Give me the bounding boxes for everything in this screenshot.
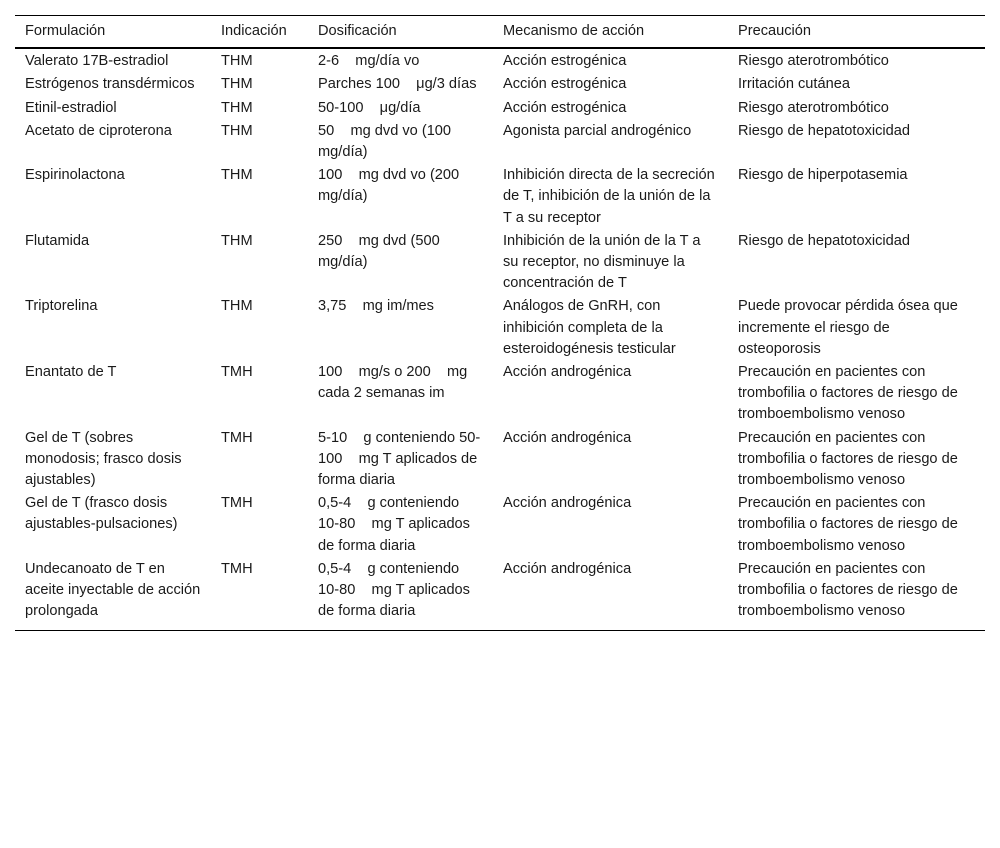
cell-indication: TMH bbox=[221, 429, 253, 446]
cell-indication: THM bbox=[221, 167, 253, 184]
cell-formulation: Etinil-estradiol bbox=[25, 99, 117, 116]
table-row bbox=[15, 72, 985, 95]
cell-formulation: Valerato 17B-estradiol bbox=[25, 53, 169, 70]
cell-precaution: Precaución en pacientes con trombofilia o factores de riesgo de tromboembolismo venoso bbox=[738, 495, 958, 554]
table-row bbox=[15, 426, 985, 492]
cell-formulation: Undecanoato de T en aceite inyectable de acción prolongada bbox=[25, 560, 201, 620]
cell-formulation: Triptorelina bbox=[25, 298, 98, 315]
cell-precaution: Irritación cutánea bbox=[738, 76, 850, 93]
cell-precaution: Riesgo de hiperpotasemia bbox=[738, 167, 908, 184]
cell-indication: THM bbox=[221, 76, 253, 93]
cell-indication: THM bbox=[221, 298, 253, 315]
header-row bbox=[15, 16, 985, 49]
cell-precaution: Riesgo de hepatotoxicidad bbox=[738, 232, 911, 249]
table-row bbox=[15, 557, 985, 631]
cell-formulation: Gel de T (sobres monodosis; frasco dosis ajustables) bbox=[25, 429, 182, 489]
cell-precaution: Riesgo de hepatotoxicidad bbox=[738, 122, 911, 139]
cell-indication: THM bbox=[221, 99, 253, 116]
table-row bbox=[15, 48, 985, 72]
table-body bbox=[15, 48, 985, 631]
cell-dosage: 100 mg/s o 200 mg cada 2 semanas im bbox=[318, 364, 472, 402]
table-row bbox=[15, 119, 985, 163]
cell-mechanism: Acción estrogénica bbox=[503, 76, 627, 93]
cell-dosage: Parches 100 μg/3 días bbox=[318, 76, 477, 93]
cell-dosage: 250 mg dvd (500 mg/día) bbox=[318, 232, 456, 271]
cell-formulation: Flutamida bbox=[25, 232, 90, 249]
cell-mechanism: Acción estrogénica bbox=[503, 53, 627, 70]
header-precaution: Precaución bbox=[738, 23, 812, 39]
cell-formulation: Gel de T (frasco dosis ajustables-pulsaciones) bbox=[25, 495, 178, 533]
cell-formulation: Acetato de ciproterona bbox=[25, 122, 172, 139]
cell-precaution: Precaución en pacientes con trombofilia o factores de riesgo de tromboembolismo venoso bbox=[738, 560, 958, 620]
cell-indication: TMH bbox=[221, 560, 253, 577]
cell-formulation: Espirinolactona bbox=[25, 167, 125, 184]
table-row bbox=[15, 229, 985, 295]
cell-mechanism: Acción androgénica bbox=[503, 429, 632, 446]
cell-indication: THM bbox=[221, 53, 253, 70]
cell-mechanism: Inhibición de la unión de la T a su receptor, no disminuye la concentración de T bbox=[503, 232, 701, 292]
table-header bbox=[15, 16, 985, 49]
table-row bbox=[15, 491, 985, 557]
cell-indication: TMH bbox=[221, 364, 253, 381]
cell-dosage: 0,5-4 g conteniendo 10-80 mg T aplicados de forma diaria bbox=[318, 495, 475, 554]
cell-indication: THM bbox=[221, 122, 253, 139]
hormone-therapy-table bbox=[15, 15, 985, 631]
cell-indication: TMH bbox=[221, 495, 253, 512]
cell-formulation: Enantato de T bbox=[25, 364, 117, 381]
header-dosage: Dosificación bbox=[318, 23, 397, 39]
cell-precaution: Riesgo aterotrombótico bbox=[738, 99, 889, 116]
cell-dosage: 0,5-4 g conteniendo 10-80 mg T aplicados de forma diaria bbox=[318, 560, 475, 620]
cell-precaution: Puede provocar pérdida ósea que incremente el riesgo de osteoporosis bbox=[738, 298, 958, 357]
cell-mechanism: Acción androgénica bbox=[503, 495, 632, 512]
cell-precaution: Precaución en pacientes con trombofilia o factores de riesgo de tromboembolismo venoso bbox=[738, 429, 958, 489]
cell-precaution: Precaución en pacientes con trombofilia o factores de riesgo de tromboembolismo venoso bbox=[738, 364, 958, 423]
table-row bbox=[15, 360, 985, 426]
header-indication: Indicación bbox=[221, 23, 287, 39]
table-row bbox=[15, 163, 985, 229]
cell-dosage: 2-6 mg/día vo bbox=[318, 53, 420, 70]
cell-dosage: 50 mg dvd vo (100 mg/día) bbox=[318, 122, 468, 161]
cell-dosage: 3,75 mg im/mes bbox=[318, 298, 434, 315]
cell-mechanism: Análogos de GnRH, con inhibición completa de la esteroidogénesis testicular bbox=[503, 298, 676, 357]
header-mechanism: Mecanismo de acción bbox=[503, 23, 645, 39]
table-row bbox=[15, 96, 985, 119]
cell-formulation: Estrógenos transdérmicos bbox=[25, 76, 195, 93]
cell-mechanism: Acción estrogénica bbox=[503, 99, 627, 116]
cell-mechanism: Acción androgénica bbox=[503, 560, 632, 577]
cell-dosage: 50-100 μg/día bbox=[318, 99, 421, 116]
cell-mechanism: Inhibición directa de la secreción de T, inhibición de la unión de la T a su receptor bbox=[503, 167, 715, 226]
header-formulation: Formulación bbox=[25, 23, 106, 39]
cell-dosage: 5-10 g conteniendo 50-100 mg T aplicados de forma diaria bbox=[318, 429, 482, 489]
hormone-therapy-table-container bbox=[15, 15, 985, 631]
cell-dosage: 100 mg dvd vo (200 mg/día) bbox=[318, 167, 476, 205]
cell-indication: THM bbox=[221, 232, 253, 249]
table-row bbox=[15, 294, 985, 360]
cell-precaution: Riesgo aterotrombótico bbox=[738, 53, 889, 70]
cell-mechanism: Agonista parcial androgénico bbox=[503, 122, 692, 139]
cell-mechanism: Acción androgénica bbox=[503, 364, 632, 381]
